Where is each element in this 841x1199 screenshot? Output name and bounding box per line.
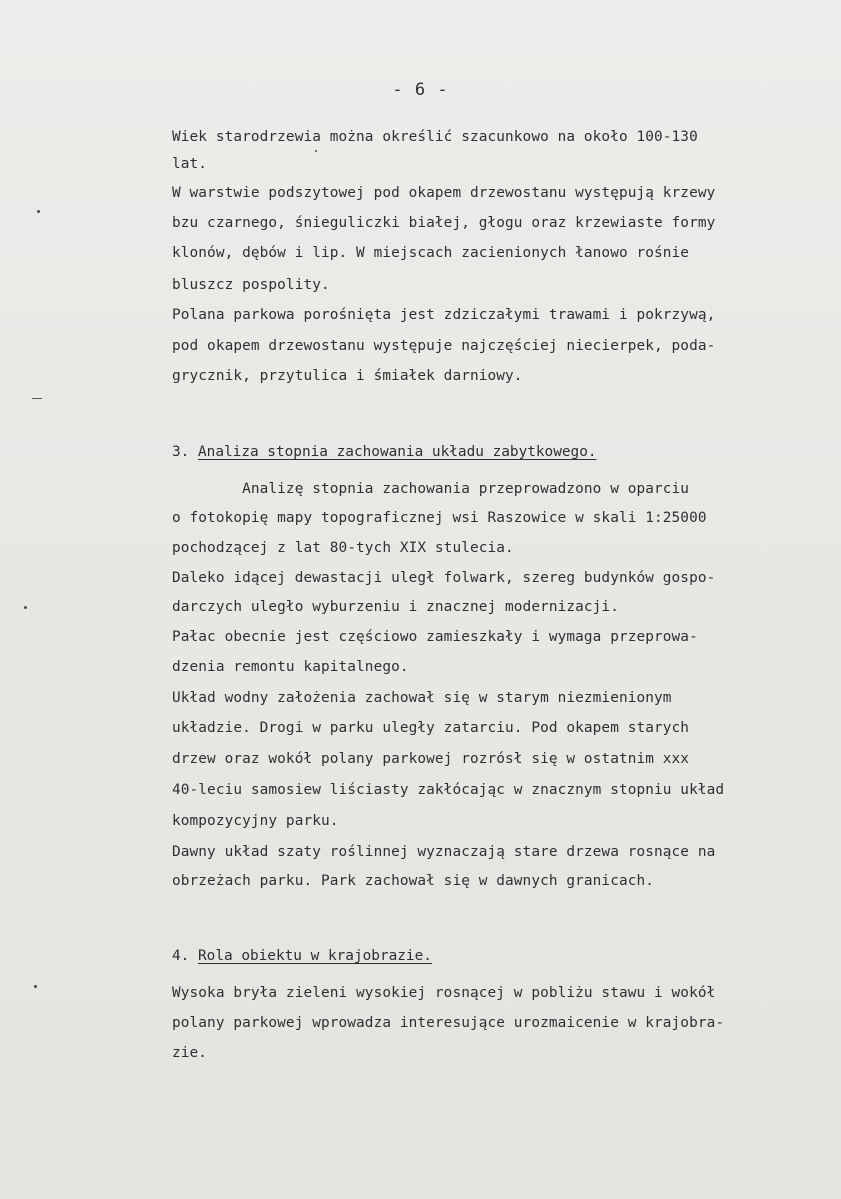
text-line: klonów, dębów i lip. W miejscach zacienionych łanowo rośnie xyxy=(172,245,690,261)
text-line: grycznik, przytulica i śmiałek darniowy. xyxy=(172,368,523,384)
text-line: Polana parkowa porośnięta jest zdziczałymi trawami i pokrzywą, xyxy=(172,307,716,323)
text-line: bluszcz pospolity. xyxy=(172,277,330,293)
text-line: o fotokopię mapy topograficznej wsi Raszowice w skali 1:25000 xyxy=(172,510,707,526)
section-number: 4. xyxy=(172,948,190,964)
section-heading-4 xyxy=(172,946,432,966)
section-title: Rola obiektu w krajobrazie. xyxy=(198,948,432,964)
text-line: drzew oraz wokół polany parkowej rozrósł się w ostatnim xxx xyxy=(172,751,690,767)
text-line: układzie. Drogi w parku uległy zatarciu. Pod okapem starych xyxy=(172,720,690,736)
section-number: 3. xyxy=(172,444,190,460)
text-line: Wiek starodrzewia można określić szacunkowo na około 100-130 xyxy=(172,129,698,145)
text-line: dzenia remontu kapitalnego. xyxy=(172,659,409,675)
text-line: pod okapem drzewostanu występuje najczęściej niecierpek, poda- xyxy=(172,338,716,354)
text-line: Wysoka bryła zieleni wysokiej rosnącej w pobliżu stawu i wokół xyxy=(172,985,716,1001)
scan-speck xyxy=(315,150,317,152)
section-heading-3 xyxy=(172,442,597,462)
text-line: polany parkowej wprowadza interesujące urozmaicenie w krajobra- xyxy=(172,1015,725,1031)
scan-speck xyxy=(37,210,40,213)
section-title: Analiza stopnia zachowania układu zabytkowego. xyxy=(198,444,597,460)
text-line: pochodzącej z lat 80-tych XIX stulecia. xyxy=(172,540,514,556)
scan-speck xyxy=(24,606,27,609)
text-line: 40-leciu samosiew liściasty zakłócając w znacznym stopniu układ xyxy=(172,782,725,798)
text-line: darczych uległo wyburzeniu i znacznej modernizacji. xyxy=(172,599,619,615)
text-line: Dawny układ szaty roślinnej wyznaczają stare drzewa rosnące na xyxy=(172,844,716,860)
text-line: lat. xyxy=(172,156,208,172)
text-line: obrzeżach parku. Park zachował się w dawnych granicach. xyxy=(172,873,655,889)
text-line: bzu czarnego, śnieguliczki białej, głogu oraz krzewiaste formy xyxy=(172,215,716,231)
page-number: - 6 - xyxy=(392,80,449,100)
text-line: Układ wodny założenia zachował się w starym niezmienionym xyxy=(172,690,672,706)
text-line: Analizę stopnia zachowania przeprowadzono w oparciu xyxy=(172,481,690,497)
text-line: zie. xyxy=(172,1045,208,1061)
text-line: Pałac obecnie jest częściowo zamieszkały i wymaga przeprowa- xyxy=(172,629,698,645)
scan-speck xyxy=(34,985,37,988)
text-line: Daleko idącej dewastacji uległ folwark, szereg budynków gospo- xyxy=(172,570,716,586)
text-line: W warstwie podszytowej pod okapem drzewostanu występują krzewy xyxy=(172,185,716,201)
scan-speck xyxy=(32,398,42,399)
text-line: kompozycyjny parku. xyxy=(172,813,339,829)
